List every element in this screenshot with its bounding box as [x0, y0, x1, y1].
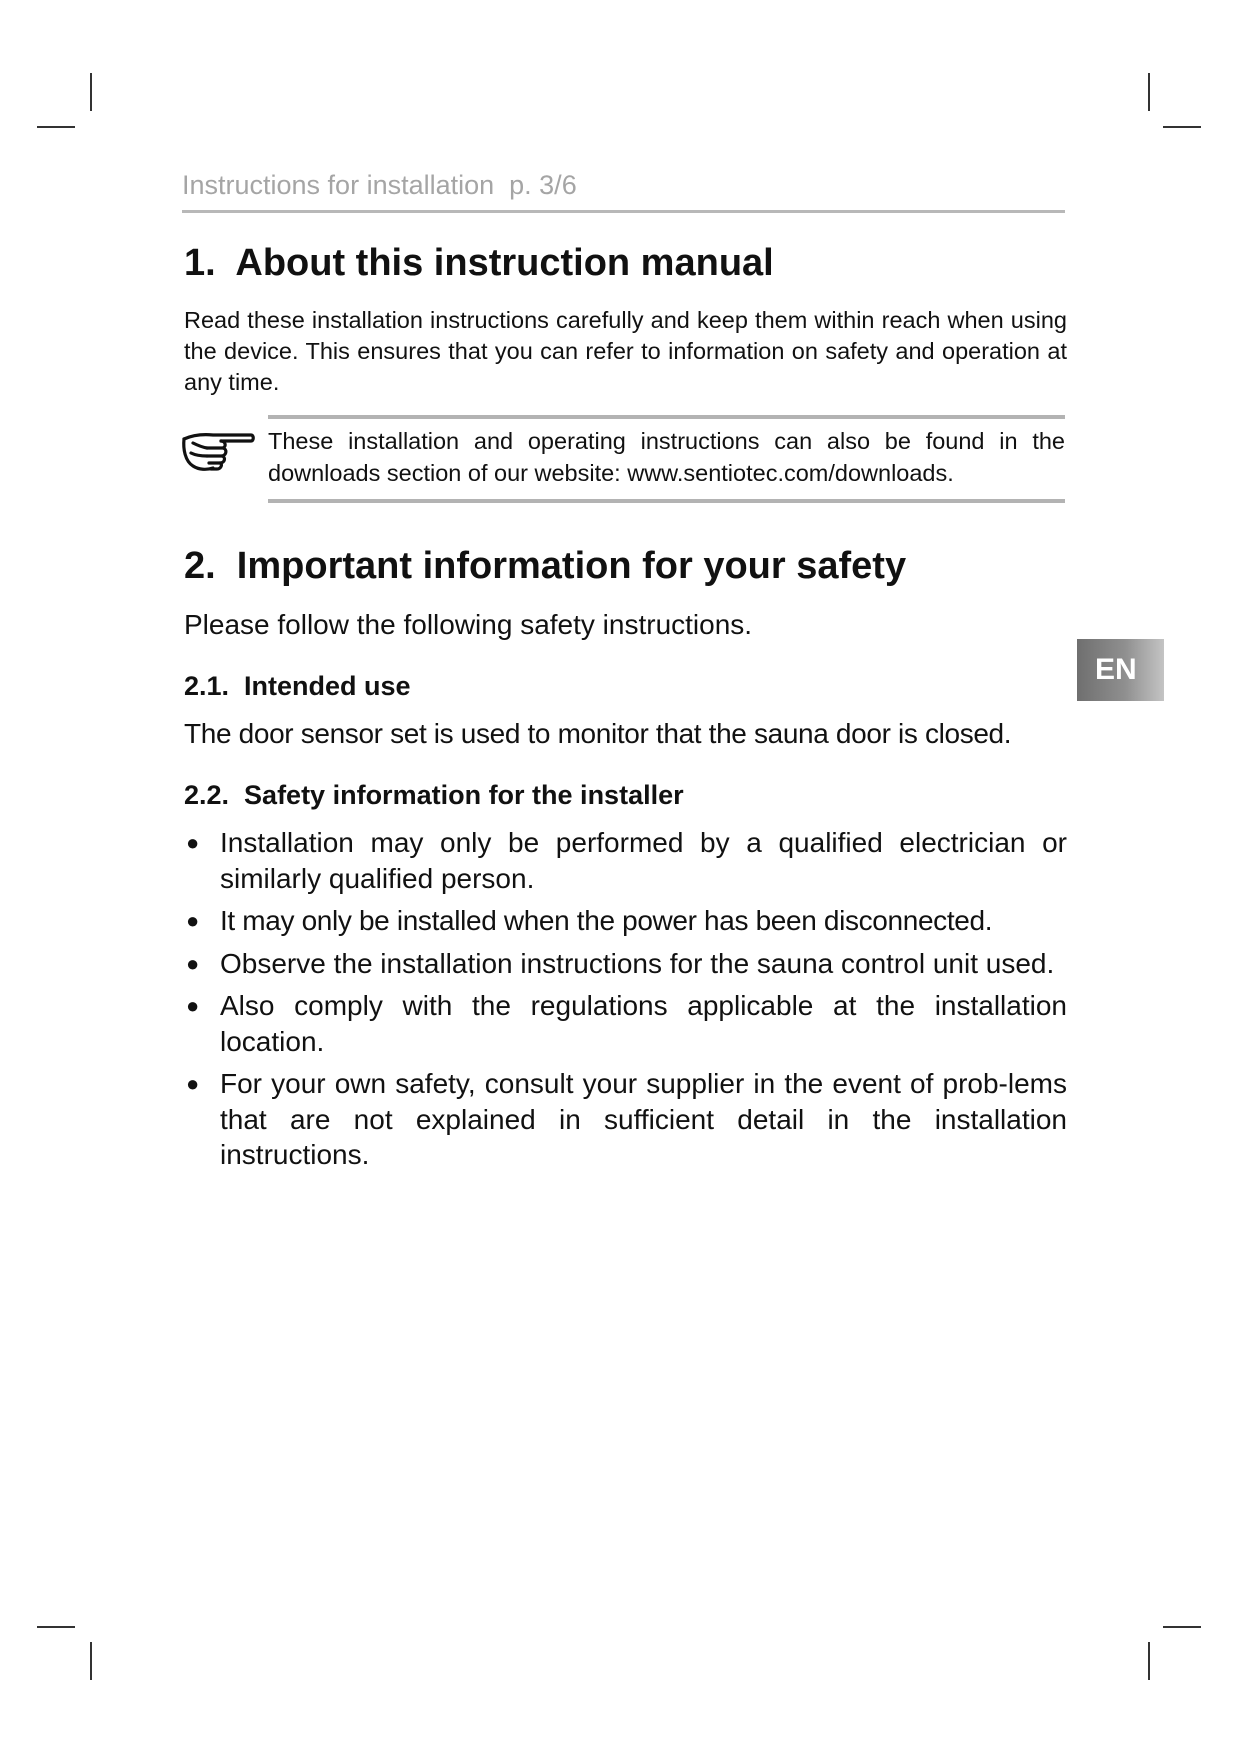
section-safety [184, 541, 1067, 1173]
bullet-icon: ● [186, 950, 200, 976]
list-item [184, 988, 1067, 1059]
crop-mark-bottom-right-horizontal [1163, 1626, 1201, 1628]
bullet-icon: ● [186, 830, 200, 855]
list-item-text: For your own safety, consult your supplier in the event of prob-lems that are not explained in sufficient detail in the installation instructions. [220, 1068, 1067, 1170]
bullet-icon: ● [186, 993, 200, 1018]
language-tab: EN [1077, 639, 1164, 701]
list-item [184, 825, 1067, 896]
section-1-heading: 1. About this instruction manual [184, 242, 774, 284]
crop-mark-top-right-vertical [1148, 73, 1150, 111]
header-rule [182, 210, 1065, 213]
subsection-2-1-heading: 2.1. Intended use [184, 671, 411, 701]
crop-mark-bottom-right-vertical [1148, 1642, 1150, 1680]
note-box [184, 415, 1067, 499]
list-item-text: It may only be installed when the power has been disconnected. [220, 905, 993, 936]
list-item [184, 1066, 1067, 1173]
crop-mark-top-left-vertical [90, 73, 92, 111]
crop-mark-bottom-left-horizontal [37, 1626, 75, 1628]
bullet-icon: ● [186, 908, 199, 933]
note-frame [268, 415, 1065, 503]
note-text: These installation and operating instructions can also be found in the downloads section of our website: www.sentiotec.com/downloads. [268, 428, 1065, 486]
running-header: Instructions for installation p. 3/6 [182, 170, 577, 200]
crop-mark-top-left-horizontal [37, 126, 75, 128]
section-about-manual [184, 238, 1067, 499]
section-2-intro: Please follow the following safety instructions. [184, 609, 753, 640]
list-item [184, 946, 1067, 982]
list-item-text: Observe the installation instructions for the sauna control unit used. [220, 947, 1055, 979]
page-content [184, 238, 1067, 1180]
bullet-icon: ● [186, 1071, 200, 1096]
pointing-hand-icon [181, 429, 255, 473]
safety-bullet-list [184, 825, 1067, 1173]
list-item-text: Installation may only be performed by a qualified electrician or similarly qualified person. [220, 827, 1067, 894]
section-1-intro: Read these installation instructions carefully and keep them within reach when using the device. This ensures that you can refer to information on safety and operation at any time. [184, 307, 1067, 395]
crop-mark-top-right-horizontal [1163, 126, 1201, 128]
subsection-2-2-heading: 2.2. Safety information for the installer [184, 780, 684, 810]
section-2-heading: 2. Important information for your safety [184, 545, 907, 587]
list-item-text: Also comply with the regulations applicable at the installation location. [220, 990, 1067, 1057]
list-item [184, 903, 1067, 939]
subsection-2-1-text: The door sensor set is used to monitor that the sauna door is closed. [184, 718, 1012, 749]
crop-mark-bottom-left-vertical [90, 1642, 92, 1680]
